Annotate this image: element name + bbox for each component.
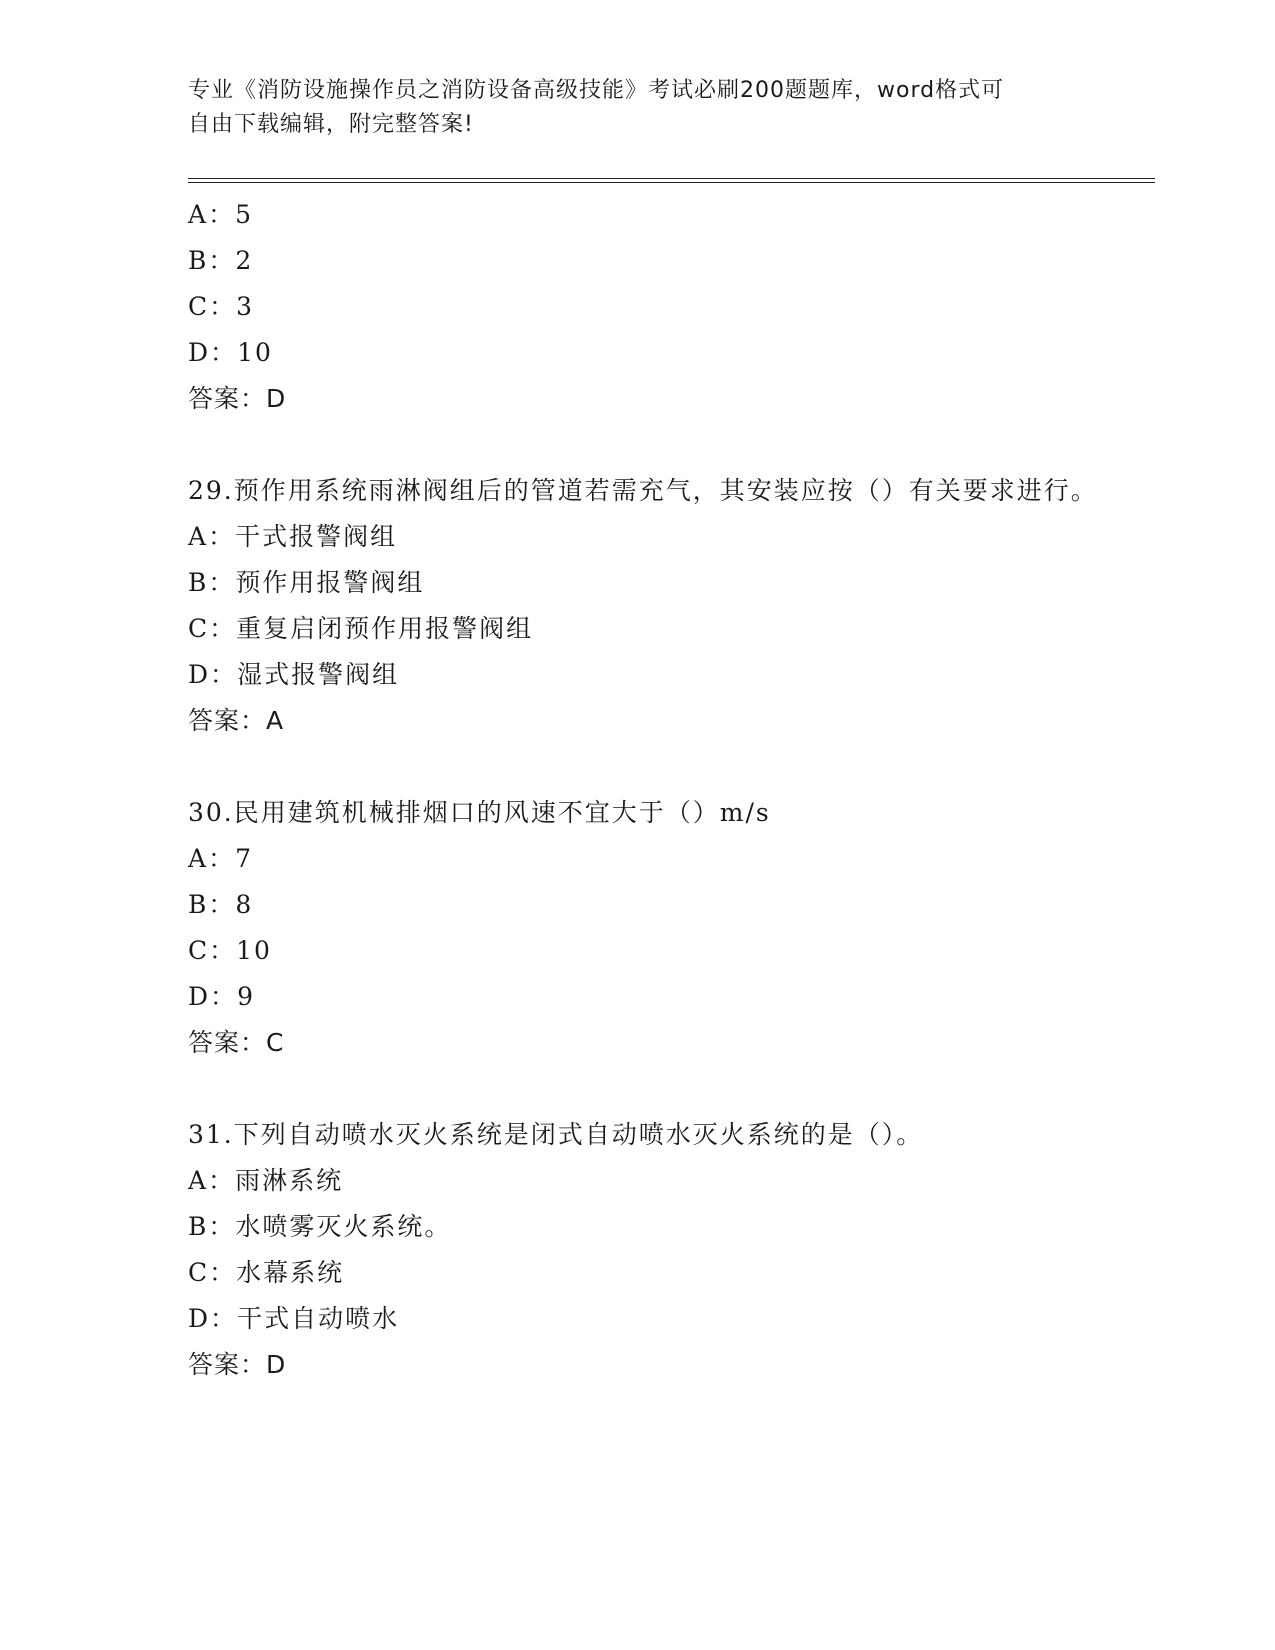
header-title-line-2: 自由下载编辑，附完整答案! [188, 112, 474, 137]
option-c [188, 284, 1128, 330]
option-key: A [188, 200, 209, 229]
option-key: D [188, 338, 211, 367]
answer-line: 答案：C [188, 1028, 285, 1057]
question-text: 30.民用建筑机械排烟口的风速不宜大于（）m/s [188, 798, 771, 827]
answer-line: 答案：A [188, 706, 285, 735]
option-b [188, 882, 1128, 928]
option-d [188, 330, 1128, 376]
option-key: B [188, 1212, 209, 1241]
option-separator: ： [209, 614, 237, 643]
option-b [188, 238, 1128, 284]
option-a [188, 836, 1128, 882]
option-key: C [188, 292, 210, 321]
option-key: C [188, 936, 210, 965]
option-separator: ： [208, 890, 236, 919]
option-text: 预作用报警阀组 [235, 568, 425, 597]
option-text: 雨淋系统 [235, 1166, 344, 1195]
option-separator: ： [210, 1304, 238, 1333]
option-key: D [188, 660, 211, 689]
option-text: 7 [235, 844, 253, 873]
option-separator: ： [209, 936, 237, 965]
option-separator: ： [208, 1166, 236, 1195]
spacer [188, 744, 1128, 790]
option-key: A [188, 1166, 209, 1195]
option-b [188, 1204, 1128, 1250]
option-c [188, 606, 1128, 652]
option-text: 水幕系统 [236, 1258, 345, 1287]
question-block-29 [188, 468, 1128, 744]
option-key: B [188, 246, 209, 275]
spacer [188, 1066, 1128, 1112]
spacer [188, 422, 1128, 468]
option-text: 2 [235, 246, 254, 275]
option-separator: ： [210, 338, 238, 367]
answer-line: 答案：D [188, 384, 287, 413]
option-key: C [188, 614, 210, 643]
option-d [188, 652, 1128, 698]
document-header [188, 74, 1088, 142]
option-text: 5 [235, 200, 253, 229]
header-divider [188, 178, 1155, 183]
option-separator: ： [210, 660, 238, 689]
option-separator: ： [208, 246, 236, 275]
option-d [188, 1296, 1128, 1342]
option-a [188, 514, 1128, 560]
option-key: C [188, 1258, 210, 1287]
question-text: 29.预作用系统雨淋阀组后的管道若需充气，其安装应按（）有关要求进行。 [188, 476, 1098, 505]
option-key: D [188, 982, 211, 1011]
option-key: D [188, 1304, 211, 1333]
option-separator: ： [209, 1258, 237, 1287]
option-key: A [188, 844, 209, 873]
option-a [188, 192, 1128, 238]
option-text: 重复启闭预作用报警阀组 [236, 614, 534, 643]
option-text: 干式自动喷水 [237, 1304, 400, 1333]
option-separator: ： [209, 292, 237, 321]
question-block-prev [188, 192, 1128, 422]
option-text: 8 [235, 890, 254, 919]
option-separator: ： [208, 1212, 236, 1241]
option-text: 10 [237, 338, 273, 367]
option-separator: ： [208, 200, 236, 229]
option-text: 水喷雾灭火系统。 [235, 1212, 452, 1241]
question-block-31 [188, 1112, 1128, 1388]
option-key: B [188, 568, 209, 597]
option-key: B [188, 890, 209, 919]
option-text: 3 [236, 292, 255, 321]
answer-line: 答案：D [188, 1350, 287, 1379]
option-key: A [188, 522, 209, 551]
option-c [188, 1250, 1128, 1296]
option-c [188, 928, 1128, 974]
question-text: 31.下列自动喷水灭火系统是闭式自动喷水灭火系统的是（）。 [188, 1120, 924, 1149]
header-title-line-1: 专业《消防设施操作员之消防设备高级技能》考试必刷200题题库，word格式可 [188, 78, 1005, 103]
option-text: 干式报警阀组 [235, 522, 398, 551]
option-separator: ： [208, 568, 236, 597]
option-d [188, 974, 1128, 1020]
option-a [188, 1158, 1128, 1204]
question-block-30 [188, 790, 1128, 1066]
option-separator: ： [210, 982, 238, 1011]
option-text: 10 [236, 936, 272, 965]
option-b [188, 560, 1128, 606]
document-body [188, 192, 1128, 1388]
option-text: 湿式报警阀组 [237, 660, 400, 689]
option-separator: ： [208, 522, 236, 551]
option-separator: ： [208, 844, 236, 873]
option-text: 9 [237, 982, 255, 1011]
